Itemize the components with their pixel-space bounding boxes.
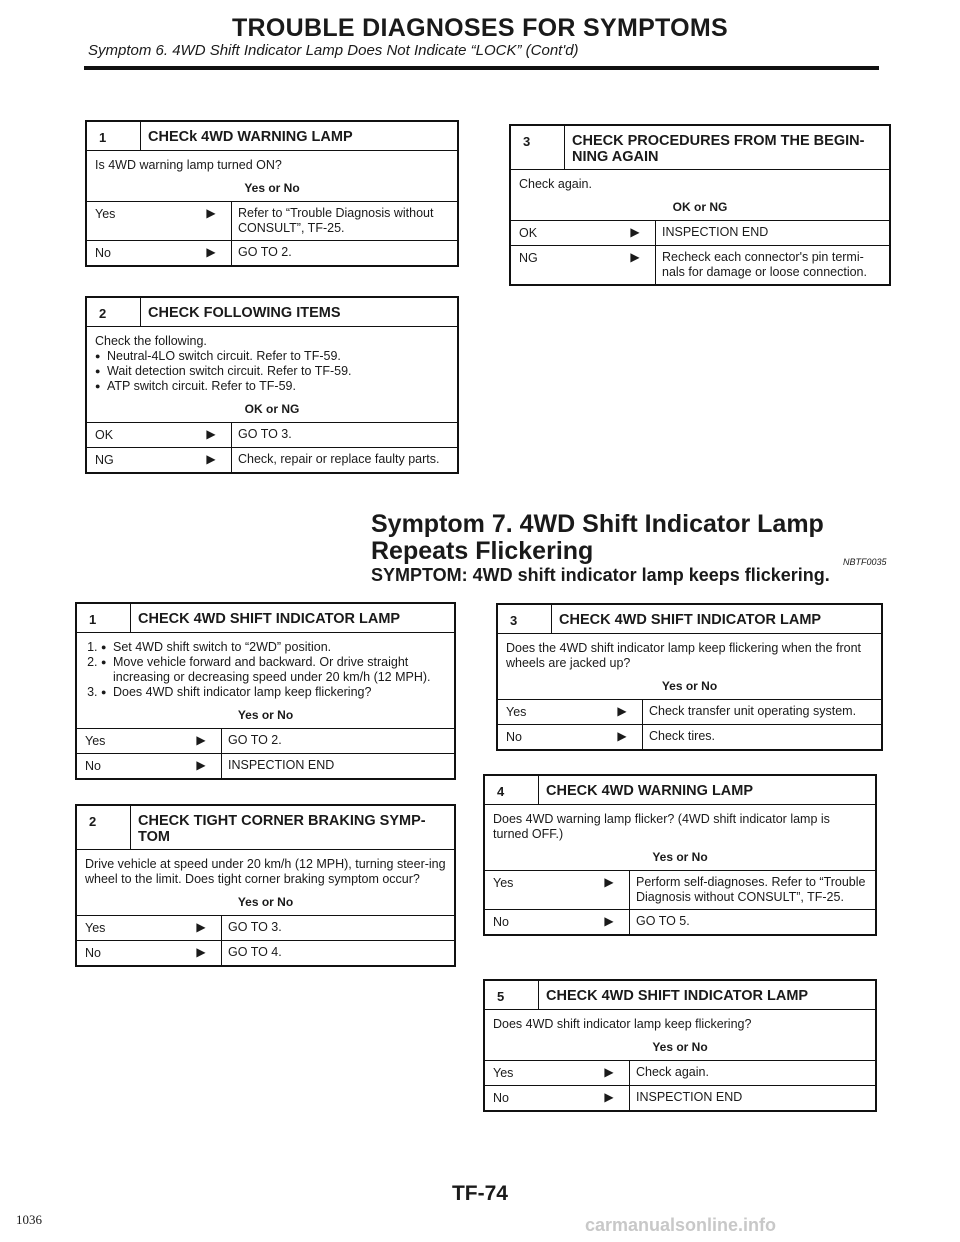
list-item: ● ATP switch circuit. Refer to TF-59. <box>95 379 449 394</box>
result-action: Refer to “Trouble Diagnosis without CONSULT”, TF-25. <box>231 202 457 240</box>
step-number: 4 <box>485 776 539 804</box>
arrow-icon: ▶ <box>604 875 614 889</box>
arrow-icon: ▶ <box>206 206 216 220</box>
step-title: CHECK PROCEDURES FROM THE BEGIN-NING AGAIN <box>572 133 865 165</box>
page-number: TF-74 <box>451 1182 508 1205</box>
step-number: 1 <box>87 122 141 150</box>
arrow-icon: ▶ <box>604 1065 614 1079</box>
result-answer: No <box>493 1091 509 1105</box>
step-title: CHECK FOLLOWING ITEMS <box>148 305 341 321</box>
s7-step-3-box <box>496 603 883 751</box>
result-answer: No <box>85 759 101 773</box>
result-answer: Yes <box>95 207 116 221</box>
list-item: ● Neutral-4LO switch circuit. Refer to TF-59. <box>95 349 449 364</box>
list-item: ● 2. Move vehicle forward and backward. Or drive straight increasing or decreasing speed under 20 km/h (12 MPH). <box>101 655 446 685</box>
result-action: INSPECTION END <box>655 221 889 245</box>
result-answer: No <box>493 915 509 929</box>
result-row <box>511 220 889 245</box>
arrow-icon: ▶ <box>630 225 640 239</box>
result-answer: No <box>95 246 111 260</box>
side-page-number: 1036 <box>16 1212 42 1227</box>
step-title: CHECk 4WD WARNING LAMP <box>148 129 353 145</box>
step-title: CHECK 4WD WARNING LAMP <box>546 783 754 799</box>
s6-step-1-box <box>85 120 459 267</box>
result-row <box>498 724 881 749</box>
result-action: INSPECTION END <box>629 1086 875 1110</box>
step-number: 2 <box>77 806 131 849</box>
arrow-icon: ▶ <box>196 758 206 772</box>
result-row <box>77 753 454 778</box>
result-row <box>485 909 875 934</box>
step-title: CHECK 4WD SHIFT INDICATOR LAMP <box>138 611 401 627</box>
step-answer-type: OK or NG <box>244 402 300 416</box>
result-row <box>485 1085 875 1110</box>
step-answer-type: Yes or No <box>237 895 294 909</box>
result-row <box>77 915 454 940</box>
s7-step-2-box <box>75 804 456 967</box>
step-question: Does 4WD shift indicator lamp keep flickering? <box>493 1017 752 1031</box>
result-answer: No <box>85 946 101 960</box>
step-answer-type: Yes or No <box>237 708 294 722</box>
step-question: Drive vehicle at speed under 20 km/h (12 MPH), turning steer-ing wheel to the limit. Does tight corner braking symptom occur? <box>85 857 446 886</box>
arrow-icon: ▶ <box>196 733 206 747</box>
result-action: GO TO 4. <box>221 941 454 965</box>
result-row <box>77 728 454 753</box>
result-answer: Yes <box>493 876 514 890</box>
step-question: Is 4WD warning lamp turned ON? <box>95 158 282 172</box>
result-answer: Yes <box>493 1066 514 1080</box>
result-action: Recheck each connector's pin termi-nals for damage or loose connection. <box>655 246 889 284</box>
result-action: Perform self-diagnoses. Refer to “Trouble Diagnosis without CONSULT”, TF-25. <box>629 871 875 909</box>
result-row <box>87 240 457 265</box>
step-question: Does 4WD warning lamp flicker? (4WD shift indicator lamp is turned OFF.) <box>493 812 830 841</box>
page-title: TROUBLE DIAGNOSES FOR SYMPTOMS <box>231 14 729 42</box>
result-action: INSPECTION END <box>221 754 454 778</box>
step-answer-type: OK or NG <box>672 200 728 214</box>
result-row <box>485 870 875 909</box>
symptom-statement: SYMPTOM: 4WD shift indicator lamp keeps flickering. <box>371 565 830 585</box>
step-number: 5 <box>485 981 539 1009</box>
step-instruction: Check the following. <box>95 334 207 348</box>
result-answer: No <box>506 730 522 744</box>
step-number: 3 <box>511 126 565 169</box>
result-row <box>485 1060 875 1085</box>
result-row <box>511 245 889 284</box>
arrow-icon: ▶ <box>604 1090 614 1104</box>
result-answer: Yes <box>506 705 527 719</box>
result-action: Check, repair or replace faulty parts. <box>231 448 457 472</box>
arrow-icon: ▶ <box>206 452 216 466</box>
step-question: Does the 4WD shift indicator lamp keep flickering when the front wheels are jacked up? <box>506 641 862 670</box>
arrow-icon: ▶ <box>604 914 614 928</box>
list-item: ● 3. Does 4WD shift indicator lamp keep flickering? <box>101 685 446 700</box>
check-list <box>95 349 449 394</box>
section-title: Symptom 7. 4WD Shift Indicator Lamp Repeats Flickering <box>371 510 824 565</box>
step-number: 2 <box>87 298 141 326</box>
watermark: carmanualsonline.info <box>585 1215 777 1235</box>
result-action: Check tires. <box>642 725 881 749</box>
arrow-icon: ▶ <box>196 920 206 934</box>
arrow-icon: ▶ <box>206 245 216 259</box>
result-action: GO TO 2. <box>221 729 454 753</box>
arrow-icon: ▶ <box>617 704 627 718</box>
step-list <box>85 640 446 700</box>
result-row <box>77 940 454 965</box>
arrow-icon: ▶ <box>196 945 206 959</box>
result-row <box>87 447 457 472</box>
result-action: GO TO 3. <box>231 423 457 447</box>
result-row <box>87 201 457 240</box>
s6-step-3-box <box>509 124 891 286</box>
step-question <box>77 633 454 704</box>
result-action: Check again. <box>629 1061 875 1085</box>
step-title: CHECK 4WD SHIFT INDICATOR LAMP <box>546 988 809 1004</box>
step-title: CHECK TIGHT CORNER BRAKING SYMP-TOM <box>138 813 426 845</box>
reference-code: NBTF0035 <box>843 557 887 567</box>
result-action: GO TO 5. <box>629 910 875 934</box>
header-rule <box>84 66 879 70</box>
list-item: ● Wait detection switch circuit. Refer to TF-59. <box>95 364 449 379</box>
result-answer: NG <box>519 251 538 265</box>
result-action: GO TO 3. <box>221 916 454 940</box>
arrow-icon: ▶ <box>617 729 627 743</box>
s6-step-2-box <box>85 296 459 474</box>
arrow-icon: ▶ <box>206 427 216 441</box>
step-question <box>87 327 457 398</box>
step-answer-type: Yes or No <box>652 1040 708 1054</box>
step-question: Check again. <box>519 177 592 191</box>
page-subtitle: Symptom 6. 4WD Shift Indicator Lamp Does Not Indicate “LOCK” (Cont'd) <box>88 42 579 59</box>
step-answer-type: Yes or No <box>244 181 300 195</box>
arrow-icon: ▶ <box>630 250 640 264</box>
step-answer-type: Yes or No <box>652 850 708 864</box>
result-action: GO TO 2. <box>231 241 457 265</box>
result-answer: Yes <box>85 734 106 748</box>
result-answer: OK <box>95 428 114 442</box>
result-answer: NG <box>95 453 114 467</box>
step-number: 3 <box>498 605 552 633</box>
result-answer: OK <box>519 226 538 240</box>
s7-step-4-box <box>483 774 877 936</box>
step-answer-type: Yes or No <box>661 679 718 693</box>
s7-step-1-box <box>75 602 456 780</box>
s7-step-5-box <box>483 979 877 1112</box>
result-answer: Yes <box>85 921 106 935</box>
result-action: Check transfer unit operating system. <box>642 700 881 724</box>
list-item: ● 1. Set 4WD shift switch to “2WD” position. <box>101 640 446 655</box>
step-title: CHECK 4WD SHIFT INDICATOR LAMP <box>559 612 822 628</box>
result-row <box>498 699 881 724</box>
result-row <box>87 422 457 447</box>
step-number: 1 <box>77 604 131 632</box>
